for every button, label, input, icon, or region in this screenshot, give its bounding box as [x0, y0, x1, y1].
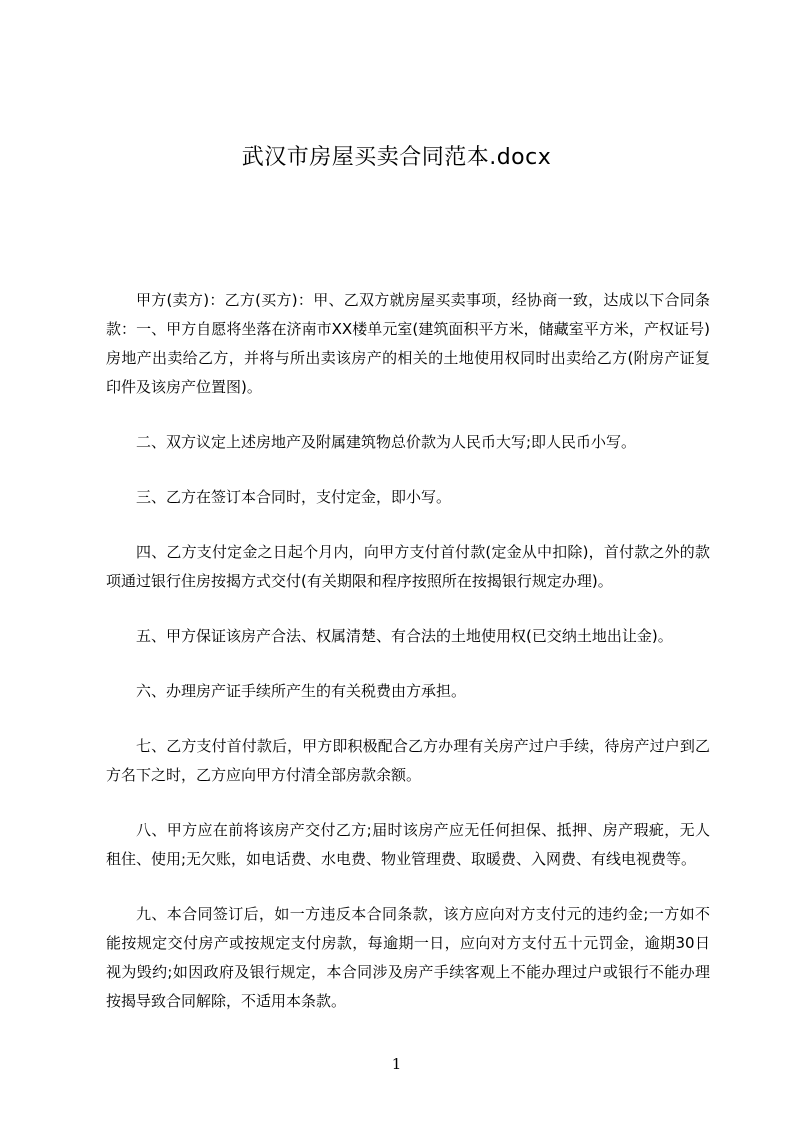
document-title: 武汉市房屋买卖合同范本.docx — [241, 145, 552, 170]
page-number: 1 — [391, 1055, 402, 1073]
paragraph-clause-2: 二、双方议定上述房地产及附属建筑物总价款为人民币大写;即人民币小写。 — [136, 433, 637, 451]
paragraph-clause-7: 七、乙方支付首付款后，甲方即积极配合乙方办理有关房产过户手续，待房产过户到乙方名下之时，乙方应向甲方付清全部房款余额。 — [106, 737, 710, 784]
paragraph-preamble-clause-1: 甲方(卖方)：乙方(买方)：甲、乙双方就房屋买卖事项，经协商一致，达成以下合同条款：一、甲方自愿将坐落在济南市XX楼单元室(建筑面积平方米，储藏室平方米，产权证号)房地产出卖给乙方，并将与所出卖该房产的相关的土地使用权同时出卖给乙方(附房产证复印件及该房产位置图)。 — [106, 291, 710, 396]
paragraph-clause-9: 九、本合同签订后，如一方违反本合同条款，该方应向对方支付元的违约金;一方如不能按规定交付房产或按规定支付房款，每逾期一日，应向对方支付五十元罚金，逾期30日视为毁约;如因政府及银行规定，本合同涉及房产手续客观上不能办理过户或银行不能办理按揭导致合同解除，不适用本条款。 — [106, 905, 710, 1010]
document-body — [106, 286, 710, 1042]
paragraph-clause-4: 四、乙方支付定金之日起个月内，向甲方支付首付款(定金从中扣除)，首付款之外的款项通过银行住房按揭方式交付(有关期限和程序按照所在按揭银行规定办理)。 — [106, 543, 710, 590]
paragraph-clause-6: 六、办理房产证手续所产生的有关税费由方承担。 — [136, 682, 467, 700]
paragraph-clause-8: 八、甲方应在前将该房产交付乙方;届时该房产应无任何担保、抵押、房产瑕疵，无人租住、使用;无欠账，如电话费、水电费、物业管理费、取暖费、入网费、有线电视费等。 — [106, 821, 710, 868]
paragraph-clause-5: 五、甲方保证该房产合法、权属清楚、有合法的土地使用权(已交纳土地出让金)。 — [136, 627, 673, 645]
paragraph-clause-3: 三、乙方在签订本合同时，支付定金，即小写。 — [136, 488, 452, 506]
